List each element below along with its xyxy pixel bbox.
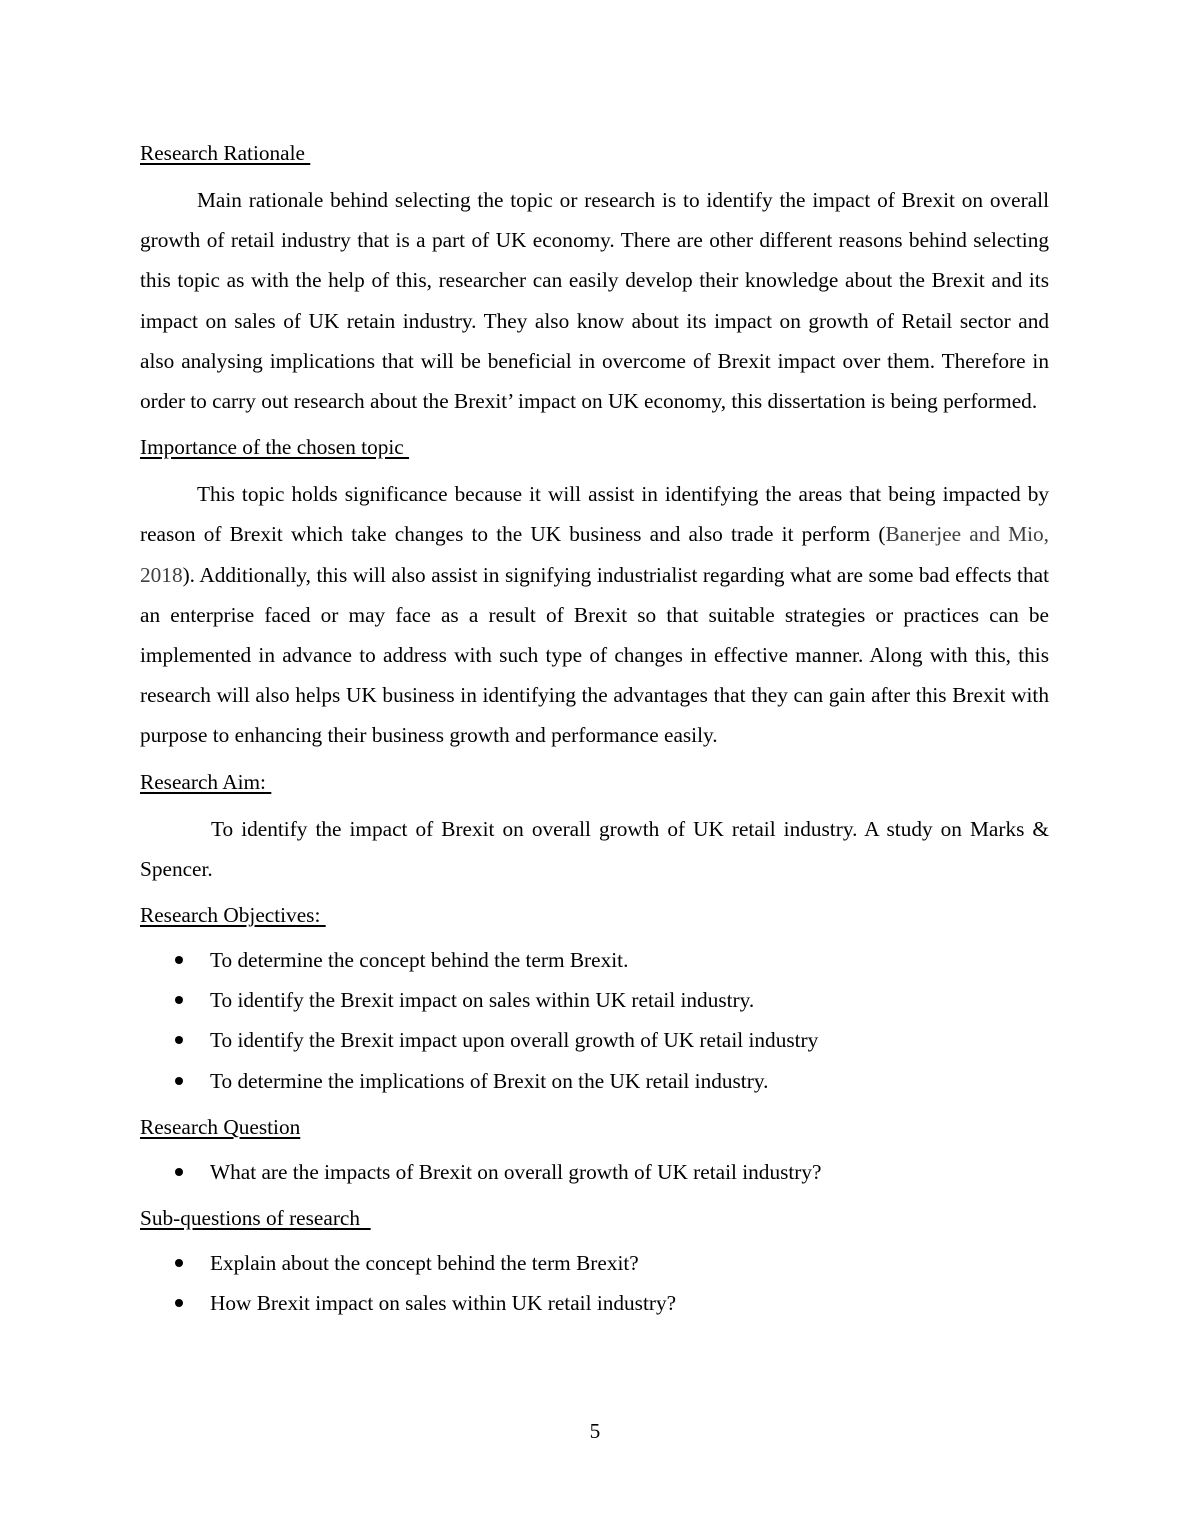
paragraph-research-aim: To identify the impact of Brexit on overall growth of UK retail industry. A study on Marks & Spencer. (140, 816, 1049, 881)
list-item (140, 1020, 1049, 1060)
list-item-text: Explain about the concept behind the term Brexit? (210, 1251, 639, 1276)
bullet-icon (175, 1259, 183, 1267)
page-number: 5 (589, 1419, 601, 1443)
list-item (140, 1061, 1049, 1101)
list-item (140, 1283, 1049, 1323)
sub-questions-list (140, 1243, 1049, 1323)
heading-sub-questions: Sub-questions of research (140, 1206, 371, 1231)
citation: Banerjee and Mio, 2018 (140, 522, 1049, 587)
list-item (140, 1152, 1049, 1192)
list-item (140, 980, 1049, 1020)
bullet-icon (175, 956, 183, 964)
heading-importance-of-topic: Importance of the chosen topic (140, 435, 410, 460)
list-item-text: To determine the implications of Brexit on the UK retail industry. (210, 1068, 769, 1093)
importance-text-end: ). Additionally, this will also assist in signifying industrialist regarding what are some bad effects that an enterprise faced or may face as a result of Brexit so that suitable strategies or practices can be implemented in advance to address with such type of changes in effective manner. Along with this, this research will also helps UK business in identifying the advantages that they can gain after this Brexit with purpose to enhancing their business growth and performance easily. (140, 562, 1049, 748)
list-item-text: To identify the Brexit impact upon overall growth of UK retail industry (210, 1028, 819, 1053)
list-item (140, 940, 1049, 980)
bullet-icon (175, 996, 183, 1004)
objectives-list (140, 940, 1049, 1101)
heading-research-rationale: Research Rationale (140, 141, 311, 165)
question-list (140, 1152, 1049, 1192)
list-item-text: What are the impacts of Brexit on overall growth of UK retail industry? (210, 1159, 822, 1184)
list-item (140, 1243, 1049, 1283)
list-item-text: To identify the Brexit impact on sales within UK retail industry. (210, 988, 755, 1013)
bullet-icon (175, 1077, 183, 1085)
bullet-icon (175, 1168, 183, 1176)
importance-text-start: This topic holds significance because it will assist in identifying the areas that being impacted by reason of Brexit which take changes to the UK business and also trade it perform ( (140, 482, 1049, 547)
page-content (140, 139, 1049, 1323)
bullet-icon (175, 1299, 183, 1307)
bullet-icon (175, 1036, 183, 1044)
list-item-text: To determine the concept behind the term Brexit. (210, 948, 629, 973)
heading-research-aim: Research Aim: (140, 769, 272, 794)
paragraph-research-rationale: Main rationale behind selecting the topic or research is to identify the impact of Brexit on overall growth of retail industry that is a part of UK economy. There are other different reasons behind selecting this topic as with the help of this, researcher can easily develop their knowledge about the Brexit and its impact on sales of UK retain industry. They also know about its impact on growth of Retail sector and also analysing implications that will be beneficial in overcome of Brexit impact over them. Therefore in order to carry out research about the Brexit’ impact on UK economy, this dissertation is being performed. (140, 188, 1049, 414)
paragraph-importance-of-topic (140, 474, 1049, 755)
heading-research-question: Research Question (140, 1114, 301, 1139)
heading-research-objectives: Research Objectives: (140, 903, 326, 928)
list-item-text: How Brexit impact on sales within UK retail industry? (210, 1291, 677, 1316)
